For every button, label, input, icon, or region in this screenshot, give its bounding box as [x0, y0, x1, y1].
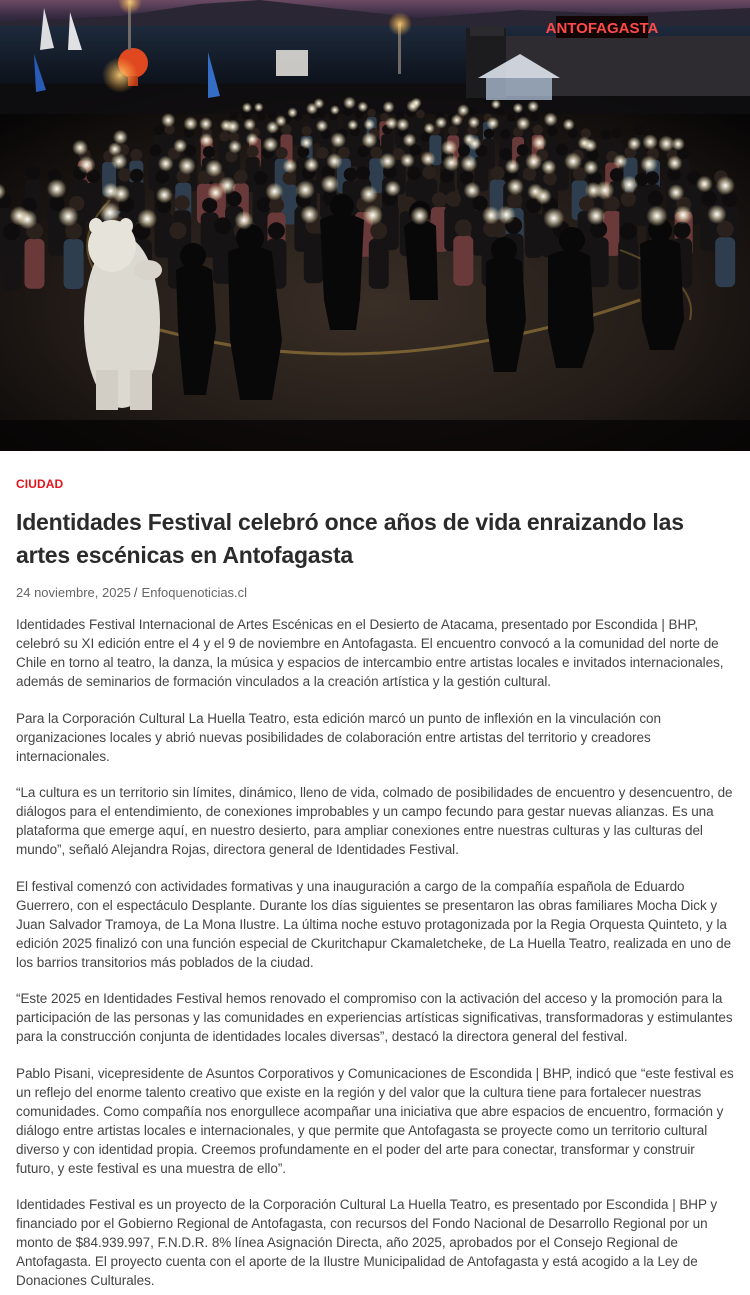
phone-light: [243, 118, 256, 131]
phone-light: [363, 205, 383, 225]
phone-light: [283, 159, 298, 174]
phone-light: [347, 120, 358, 131]
crowd-head: [621, 191, 636, 206]
phone-light: [316, 120, 328, 132]
phone-light: [505, 159, 520, 174]
crowd-head: [610, 168, 624, 182]
phone-light: [183, 116, 197, 130]
article-body: [16, 615, 734, 1290]
phone-light: [234, 211, 253, 230]
phone-light: [379, 153, 396, 170]
paragraph: Identidades Festival Internacional de Artes Escénicas en el Desierto de Atacama, presentado por Escondida | BHP, celebró su XI edición entre el 4 y el 9 de noviembre en Antofagasta. El encuentro convocó a la comunidad del norte de Chile en torno al teatro, la danza, la música y espacios de intercambio entre artistas locales e invitados internacionales, además de seminarios de formación vinculados a la creación artística y la gestión cultural.: [16, 617, 724, 689]
phone-light: [595, 181, 614, 200]
crowd-head: [203, 146, 215, 158]
phone-light: [507, 178, 524, 195]
crowd-figure: [453, 236, 473, 286]
meta-separator: /: [133, 585, 138, 600]
phone-light: [620, 176, 638, 194]
phone-light: [99, 202, 120, 223]
crowd-head: [169, 222, 186, 239]
crowd-head: [344, 168, 358, 182]
phone-light: [226, 120, 240, 134]
crowd-figure: [85, 183, 101, 223]
phone-light: [357, 101, 368, 112]
phone-light: [451, 114, 463, 126]
phone-light: [696, 176, 713, 193]
crowd-figure: [304, 233, 324, 283]
phone-light: [246, 133, 259, 146]
crowd-head: [601, 129, 611, 139]
phone-light: [491, 99, 501, 109]
phone-light: [642, 134, 658, 150]
phone-light: [671, 137, 685, 151]
crowd-head: [229, 111, 238, 120]
phone-light: [242, 103, 252, 113]
phone-light: [287, 107, 298, 118]
category-label[interactable]: CIUDAD: [16, 477, 64, 491]
crowd-head: [448, 125, 458, 135]
phone-light: [468, 116, 480, 128]
crowd-head: [455, 219, 472, 236]
crowd-head: [150, 144, 162, 156]
crowd-head: [3, 223, 20, 240]
phone-light: [330, 105, 340, 115]
phone-light: [199, 133, 213, 147]
phone-light: [321, 175, 339, 193]
article: [0, 477, 750, 1290]
crowd-head: [416, 110, 425, 119]
crowd-head: [130, 169, 144, 183]
crowd-head: [26, 166, 40, 180]
phone-light: [674, 205, 693, 224]
phone-light: [199, 117, 213, 131]
crowd-head: [234, 170, 248, 184]
phone-light: [385, 180, 401, 196]
phone-light: [385, 117, 398, 130]
phone-light: [468, 137, 482, 151]
phone-light: [78, 156, 96, 174]
hero-image: [0, 0, 750, 451]
phone-light: [343, 96, 356, 109]
phone-light: [527, 101, 539, 113]
crowd-figure: [25, 239, 45, 289]
phone-light: [300, 136, 313, 149]
phone-light: [443, 154, 460, 171]
phone-light: [265, 183, 283, 201]
phone-light: [410, 206, 429, 225]
phone-light: [364, 119, 376, 131]
crowd-head: [432, 192, 447, 207]
phone-light: [403, 133, 417, 147]
crowd-head: [645, 171, 659, 185]
paragraph: Identidades Festival es un proyecto de la Corporación Cultural La Huella Teatro, es presentado por Escondida | BHP y financiado por el Gobierno Regional de Antofagasta, con recursos del Fondo Nacional de Desarrollo Regional por un monto de $84.939.997, F.N.D.R. 8% línea Asignación Directa, año 2025, aprobados por el Consejo Regional de Antofagasta. El proyecto cuenta con el aporte de la Ilustre Municipalidad de Antofagasta y está acogido a la Ley de Donaciones Culturales.: [16, 1197, 718, 1288]
phone-light: [667, 155, 683, 171]
phone-light: [361, 132, 377, 148]
phone-light: [112, 185, 130, 203]
paragraph: Pablo Pisani, vicepresidente de Asuntos Corporativos y Comunicaciones de Escondida | BHP, indicó que “este festival es un reflejo del enorme talento creativo que existe en la región y del valor que la cultura tiene para fortalecer nuestras comunidades. Como compañía nos enorgullece acompañar una iniciativa que abre espacios de encuentro, formación y diálogo entre artistas locales e internacionales, y que permite que Antofagasta se proyecte como un territorio cultural diverso y con identidad propia. Creemos profundamente en el poder del arte para conectar, transformar y construir futuro, y este festival es una muestra de ello”.: [16, 1065, 734, 1176]
phone-light: [421, 152, 436, 167]
phone-light: [314, 98, 325, 109]
crowd-head: [422, 166, 436, 180]
crowd-head: [118, 168, 132, 182]
phone-light: [300, 205, 319, 224]
sign-text: ANTOFAGASTA: [545, 20, 659, 37]
phone-light: [513, 103, 524, 114]
phone-light: [486, 117, 499, 130]
paragraph: Para la Corporación Cultural La Huella Teatro, esta edición marcó un punto de inflexión en la vinculación con organizaciones locales y abrió nuevas posibilidades de colaboración entre artistas del territorio y creadores internacionales.: [16, 710, 661, 764]
crowd-head: [276, 147, 288, 159]
phone-light: [330, 132, 346, 148]
phone-light: [587, 207, 606, 226]
crowd-figure: [64, 239, 84, 289]
article-title: Identidades Festival celebró once años de vida enraizando las artes escénicas en Antofagasta: [16, 509, 684, 568]
paragraph: El festival comenzó con actividades formativas y una inauguración a cargo de la compañía española de Eduardo Guerrero, con el espectáculo Desplante. Durante los días siguientes se presentaron las obras familiares Mocha Dick y Juan Salvador Tramoya, de La Mona Ilustre. La última noche estuvo protagonizada por la Regia Orquesta Quinteto, y la edición 2025 finalizó con una función especial de Ckuritchapur Ckamaletcheke, de La Huella Teatro, realizada en uno de los barrios transitorios más poblados de la ciudad.: [16, 878, 732, 970]
article-meta: [16, 585, 734, 601]
crowd-head: [701, 191, 716, 206]
crowd-head: [257, 112, 266, 121]
phone-light: [396, 118, 409, 131]
phone-light: [161, 113, 175, 127]
crowd-head: [175, 195, 190, 210]
phone-light: [543, 208, 564, 229]
phone-light: [275, 115, 287, 127]
phone-light: [584, 139, 598, 153]
phone-light: [218, 176, 236, 194]
phone-light: [254, 102, 264, 112]
crowd-head: [533, 125, 543, 135]
phone-light: [178, 157, 196, 175]
phone-light: [137, 209, 157, 229]
phone-light: [544, 112, 558, 126]
phone-light: [457, 104, 469, 116]
phone-light: [360, 185, 378, 203]
phone-light: [516, 116, 530, 130]
crowd-head: [484, 129, 494, 139]
phone-light: [716, 176, 735, 195]
phone-light: [411, 98, 422, 109]
phone-light: [72, 140, 88, 156]
phone-light: [564, 152, 582, 170]
crowd-head: [458, 145, 470, 157]
phone-light: [228, 140, 242, 154]
crowd-head: [620, 223, 637, 240]
crowd-head: [507, 113, 516, 122]
phone-light: [646, 205, 667, 226]
crowd-head: [156, 170, 170, 184]
phone-light: [383, 101, 395, 113]
phone-light: [435, 117, 447, 129]
phone-light: [111, 153, 128, 170]
crowd-head: [317, 110, 326, 119]
crowd-head: [491, 166, 505, 180]
phone-light: [535, 188, 552, 205]
crowd-head: [517, 144, 529, 156]
crowd-head: [446, 191, 461, 206]
phone-light: [158, 156, 174, 172]
crowd-head: [367, 109, 376, 118]
phone-light: [424, 123, 435, 134]
phone-light: [541, 160, 556, 175]
phone-light: [583, 160, 598, 175]
phone-light: [113, 130, 128, 145]
publish-date: 24 noviembre, 2025: [16, 585, 131, 600]
phone-light: [497, 205, 516, 224]
phone-light: [17, 209, 37, 229]
phone-light: [304, 157, 319, 172]
crowd-head: [154, 125, 164, 135]
phone-light: [296, 180, 315, 199]
phone-light: [263, 137, 279, 153]
paragraph: “Este 2025 en Identidades Festival hemos renovado el compromiso con la activación del acceso y la promoción para la participación de las personas y las comunidades en experiencias artísticas significativas, transformadoras y estimulantes para la construcción conjunta de identidades locales diversas”, destacó la directora general del festival.: [16, 991, 733, 1044]
phone-light: [640, 156, 657, 173]
phone-light: [525, 153, 542, 170]
crowd-head: [547, 126, 557, 136]
phone-light: [613, 154, 628, 169]
crowd-head: [407, 167, 421, 181]
crowd-head: [356, 166, 370, 180]
crowd-head: [612, 128, 622, 138]
phone-light: [627, 137, 641, 151]
hero-photo: [0, 0, 750, 451]
crowd-head: [634, 125, 644, 135]
phone-light: [460, 155, 477, 172]
crowd-head: [556, 144, 568, 156]
crowd-head: [247, 145, 259, 157]
crowd-head: [268, 222, 285, 239]
phone-light: [532, 135, 547, 150]
crowd-head: [130, 149, 142, 161]
phone-light: [47, 179, 67, 199]
phone-light: [58, 206, 79, 227]
crowd-head: [500, 129, 510, 139]
crowd-head: [214, 217, 231, 234]
phone-light: [441, 140, 457, 156]
paragraph: “La cultura es un territorio sin límites, dinámico, lleno de vida, colmado de posibilidades de encuentro y desencuentro, de diálogos para el entendimiento, de conexiones improbables y un campo fecundo para gestar nuevas alianzas. Es una plataforma que emerge aquí, en nuestro desierto, para ampliar conexiones entre nuestras culturas y las culturas del mundo”, señaló Alejandra Rojas, directora general de Identidades Festival.: [16, 785, 733, 857]
phone-light: [464, 182, 481, 199]
phone-light: [326, 153, 342, 169]
crowd-figure: [618, 239, 638, 289]
crowd-figure: [2, 240, 22, 290]
crowd-figure: [369, 239, 389, 289]
crowd-head: [268, 111, 277, 120]
phone-light: [707, 205, 726, 224]
crowd-head: [530, 113, 539, 122]
source-name[interactable]: Enfoquenoticias.cl: [141, 585, 248, 600]
crowd-head: [219, 131, 229, 141]
crowd-head: [500, 148, 512, 160]
crowd-figure: [589, 237, 609, 287]
crowd-figure: [715, 237, 735, 287]
crowd-head: [648, 191, 663, 206]
phone-light: [205, 160, 223, 178]
phone-light: [563, 119, 575, 131]
phone-light: [400, 153, 415, 168]
phone-light: [173, 139, 187, 153]
phone-light: [156, 187, 173, 204]
crowd-head: [317, 147, 329, 159]
crowd-head: [302, 126, 312, 136]
phone-light: [668, 184, 685, 201]
crowd-head: [254, 171, 268, 185]
crowd-figure: [525, 213, 543, 258]
